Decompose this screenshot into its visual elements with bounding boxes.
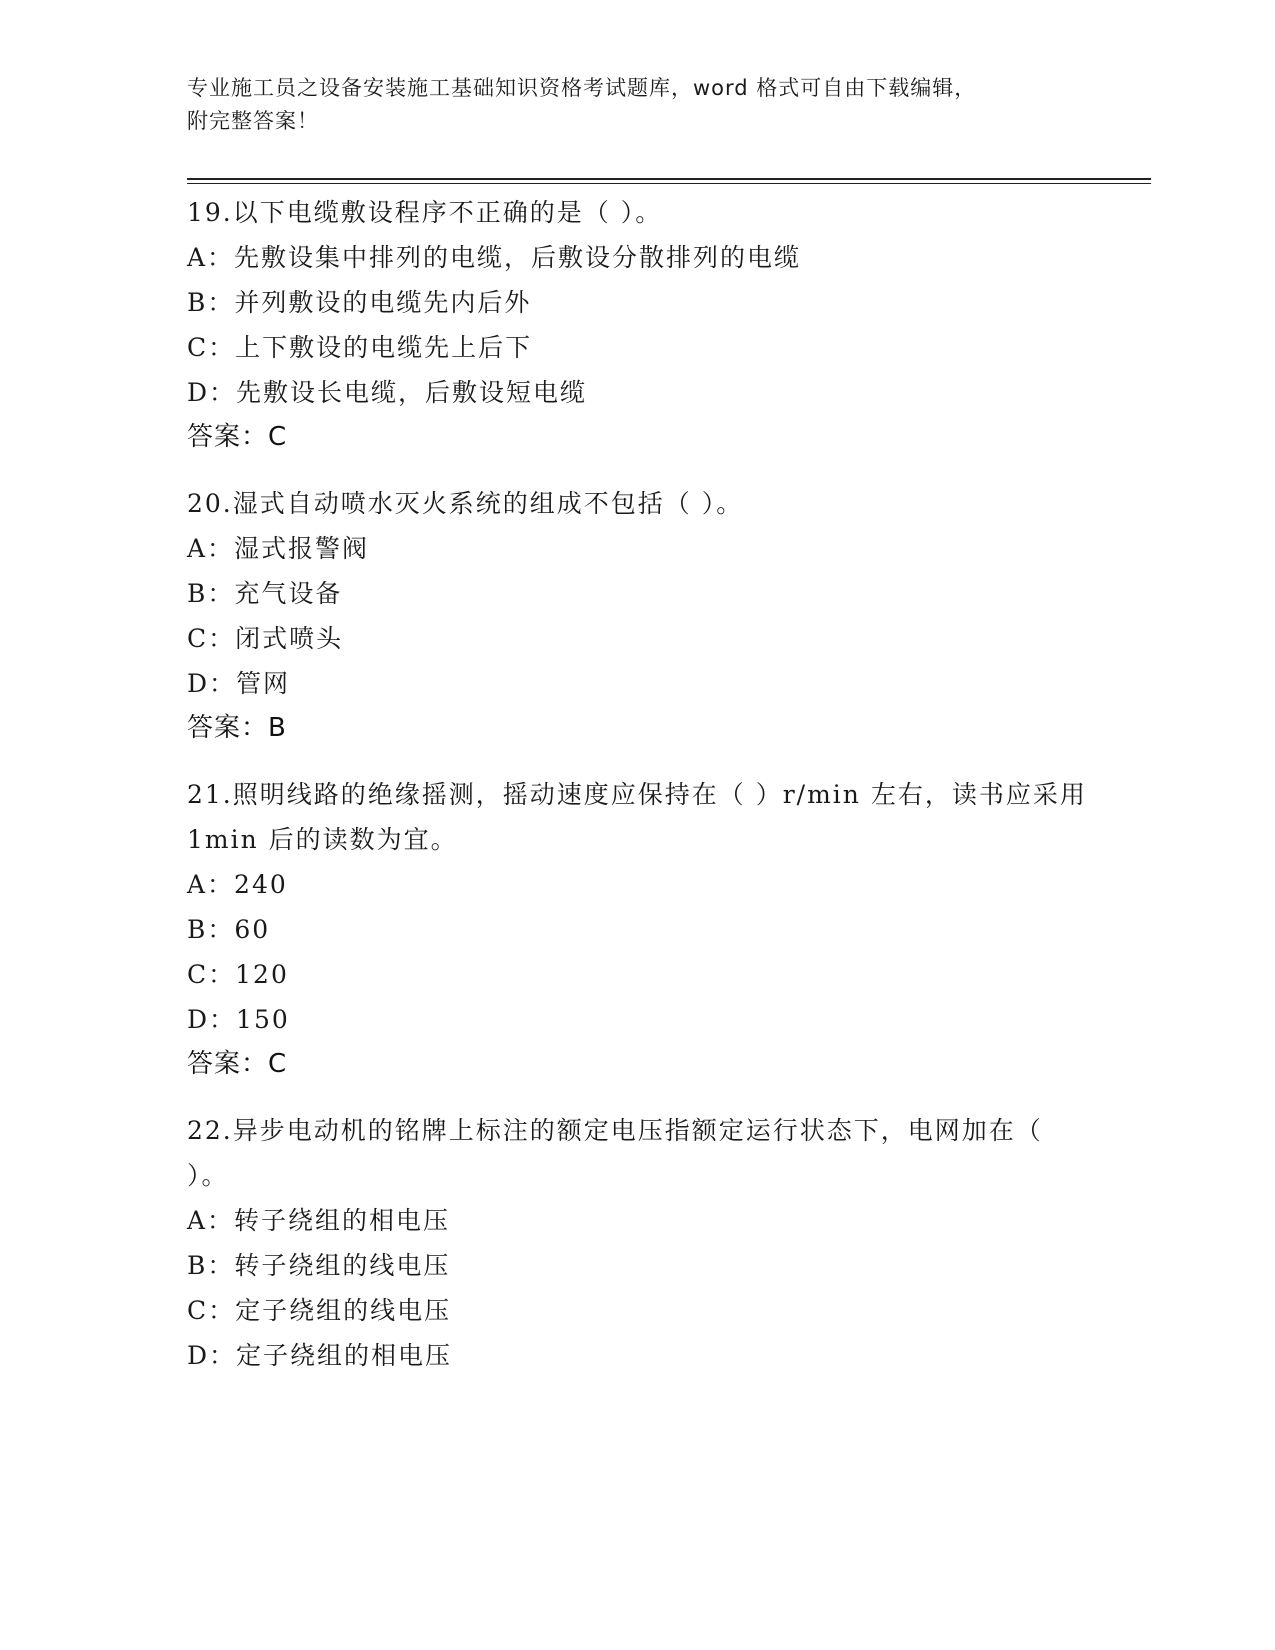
option-b: B：并列敷设的电缆先内后外 [187,288,532,317]
option-a: A：湿式报警阀 [187,534,370,563]
question-stem: 20.湿式自动喷水灭火系统的组成不包括（ ）。 [187,489,744,518]
option-b: B：60 [187,915,271,944]
option-d: D：定子绕组的相电压 [187,1341,453,1370]
option-c: C：闭式喷头 [187,624,344,653]
header-divider-thin [187,183,1151,184]
option-c: C：定子绕组的线电压 [187,1296,452,1325]
option-d: D：管网 [187,669,291,698]
option-d: D：先敷设长电缆，后敷设短电缆 [187,378,588,407]
question-list [187,190,1087,1399]
question-22 [187,1108,1087,1378]
answer-line: 答案：C [187,422,288,452]
option-b: B：充气设备 [187,579,343,608]
option-a: A：先敷设集中排列的电缆，后敷设分散排列的电缆 [187,243,802,272]
header-line-2: 附完整答案！ [187,109,319,133]
option-a: A：转子绕组的相电压 [187,1206,451,1235]
option-b: B：转子绕组的线电压 [187,1251,451,1280]
option-d: D：150 [187,1005,290,1034]
question-20 [187,481,1087,751]
answer-line: 答案：B [187,713,287,743]
question-19 [187,190,1087,460]
header-divider-thick [187,178,1151,180]
document-header [187,72,1067,138]
question-stem: 21.照明线路的绝缘摇测，摇动速度应保持在（ ）r/min 左右，读书应采用 1min 后的读数为宜。 [187,780,1087,854]
question-21 [187,772,1087,1087]
option-c: C：120 [187,960,289,989]
question-stem: 22.异步电动机的铭牌上标注的额定电压指额定运行状态下，电网加在（ ）。 [187,1116,1043,1190]
header-line-1: 专业施工员之设备安装施工基础知识资格考试题库，word 格式可自由下载编辑， [187,76,977,100]
option-a: A：240 [187,870,288,899]
answer-line: 答案：C [187,1049,288,1079]
option-c: C：上下敷设的电缆先上后下 [187,333,533,362]
question-stem: 19.以下电缆敷设程序不正确的是（ ）。 [187,198,663,227]
